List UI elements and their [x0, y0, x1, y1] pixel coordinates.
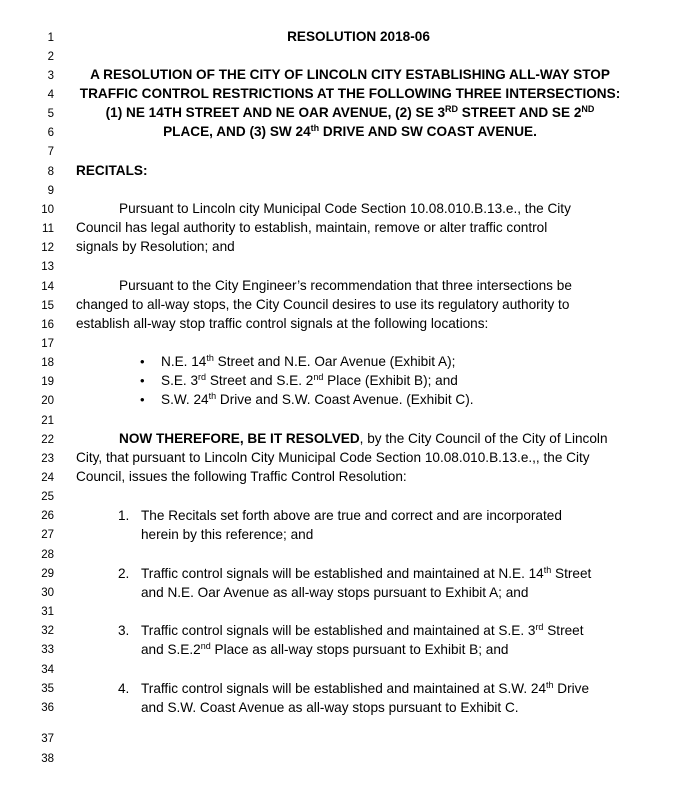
para1-line-2: Council has legal authority to establish, maintain, remove or alter traffic control — [76, 220, 548, 235]
resolved-line-1-rest: , by the City Council of the City of Lincoln — [359, 431, 608, 446]
resolved-bold: NOW THEREFORE, BE IT RESOLVED — [119, 431, 360, 446]
bullet-2-b: Street and S.E. 2 — [206, 373, 314, 388]
heading-line-3 — [76, 104, 624, 121]
line-number: 13 — [41, 261, 54, 273]
line-number: 30 — [41, 587, 54, 599]
line-number: 20 — [41, 395, 54, 407]
line-number: 5 — [47, 108, 54, 120]
para1-line-1: Pursuant to Lincoln city Municipal Code Section 10.08.010.B.13.e., the City — [119, 201, 571, 216]
item-4-line-1 — [141, 680, 589, 697]
item-2-line-2: and N.E. Oar Avenue as all-way stops pursuant to Exhibit A; and — [141, 585, 529, 600]
bullet-item-1 — [161, 353, 455, 370]
item-3-line-2-b: Place as all-way stops pursuant to Exhibit B; and — [210, 642, 509, 657]
bullet-3-b: Drive and S.W. Coast Avenue. (Exhibit C). — [216, 392, 474, 407]
item-3-line-2 — [141, 641, 508, 658]
bullet-3-sup: th — [208, 391, 217, 402]
bullet-2-sup: rd — [198, 372, 207, 383]
para2-line-3: establish all-way stop traffic control signals at the following locations: — [76, 316, 489, 331]
line-number: 7 — [47, 146, 54, 158]
line-number: 4 — [47, 89, 54, 101]
line-number: 24 — [41, 472, 54, 484]
item-2-line-1-a: Traffic control signals will be established and maintained at N.E. 14 — [141, 566, 544, 581]
line-number: 38 — [41, 753, 54, 765]
line-number: 27 — [41, 529, 54, 541]
bullet-1-a: N.E. 14 — [161, 354, 207, 369]
line-number: 8 — [47, 166, 54, 178]
item-3-line-1-b: Street — [543, 623, 584, 638]
bullet-1-sup: th — [206, 353, 214, 364]
line-number: 25 — [41, 491, 54, 503]
line-number: 10 — [41, 204, 54, 216]
para2-line-2: changed to all-way stops, the City Council desires to use its regulatory authority to — [76, 297, 570, 312]
line-number: 23 — [41, 453, 54, 465]
bullet-item-2 — [161, 372, 458, 389]
item-4-sup: th — [546, 680, 554, 691]
item-2-number: 2. — [118, 566, 130, 581]
item-4-line-1-a: Traffic control signals will be established and maintained at S.W. 24 — [141, 681, 547, 696]
heading-line-4-part-a: PLACE, AND (3) SW 24 — [163, 124, 311, 139]
bullet-icon: • — [140, 354, 145, 369]
item-4-line-1-b: Drive — [553, 681, 590, 696]
line-number: 19 — [41, 376, 54, 388]
item-2-sup: th — [543, 565, 552, 576]
heading-line-3-part-b: STREET AND SE 2 — [458, 105, 582, 120]
item-3-line-2-a: and S.E.2 — [141, 642, 201, 657]
bullet-icon: • — [140, 392, 145, 407]
bullet-1-b: Street and N.E. Oar Avenue (Exhibit A); — [213, 354, 456, 369]
line-number: 35 — [41, 683, 54, 695]
line-number: 15 — [41, 300, 54, 312]
recitals-label: RECITALS: — [76, 163, 148, 178]
line-number: 2 — [47, 51, 54, 63]
line-number: 14 — [41, 281, 54, 293]
line-number: 37 — [41, 733, 54, 745]
item-2-line-1-b: Street — [551, 566, 592, 581]
line-number: 29 — [41, 568, 54, 580]
line-number: 32 — [41, 625, 54, 637]
bullet-item-3 — [161, 391, 474, 408]
line-number: 1 — [47, 32, 54, 44]
item-3-line-1 — [141, 622, 584, 639]
line-number: 34 — [41, 664, 54, 676]
para2-line-1: Pursuant to the City Engineer’s recommendation that three intersections be — [119, 278, 572, 293]
line-number: 26 — [41, 510, 54, 522]
line-number: 18 — [41, 357, 54, 369]
page-title — [0, 28, 677, 45]
bullet-2-c: Place (Exhibit B); and — [323, 373, 458, 388]
line-number: 6 — [47, 127, 54, 139]
heading-line-1: A RESOLUTION OF THE CITY OF LINCOLN CITY ESTABLISHING ALL-WAY STOP — [90, 67, 610, 82]
line-number: 12 — [41, 242, 54, 254]
line-number: 28 — [41, 549, 54, 561]
item-3-sup: rd — [535, 622, 544, 633]
item-1-number: 1. — [118, 508, 130, 523]
line-number: 31 — [41, 606, 54, 618]
item-1-line-1: The Recitals set forth above are true and correct and are incorporated — [141, 508, 562, 523]
line-number: 9 — [47, 185, 54, 197]
bullet-2-sup2: nd — [313, 372, 324, 383]
heading-line-2: TRAFFIC CONTROL RESTRICTIONS AT THE FOLLOWING THREE INTERSECTIONS: — [79, 86, 621, 101]
line-number: 22 — [41, 434, 54, 446]
heading-line-4-sup: th — [310, 123, 320, 134]
bullet-3-a: S.W. 24 — [161, 392, 209, 407]
line-number: 11 — [42, 223, 54, 235]
resolved-line-1 — [119, 430, 608, 447]
heading-line-4 — [76, 123, 624, 140]
heading-line-3-sup-a: RD — [445, 104, 459, 115]
line-number: 36 — [41, 702, 54, 714]
line-number: 21 — [41, 415, 54, 427]
line-number: 17 — [41, 338, 54, 350]
item-3-line-1-a: Traffic control signals will be established and maintained at S.E. 3 — [141, 623, 536, 638]
resolved-line-2: City, that pursuant to Lincoln City Municipal Code Section 10.08.010.B.13.e.,, the City — [76, 450, 590, 465]
item-4-number: 4. — [118, 681, 130, 696]
title-text: RESOLUTION 2018-06 — [287, 29, 430, 44]
bullet-2-a: S.E. 3 — [161, 373, 199, 388]
item-1-line-2: herein by this reference; and — [141, 527, 314, 542]
line-number: 3 — [47, 70, 54, 82]
item-2-line-1 — [141, 565, 591, 582]
heading-line-3-part-a: (1) NE 14TH STREET AND NE OAR AVENUE, (2) SE 3 — [105, 105, 446, 120]
heading-line-3-sup-b: ND — [581, 104, 595, 115]
item-3-number: 3. — [118, 623, 130, 638]
para1-line-3: signals by Resolution; and — [76, 239, 235, 254]
resolved-line-3: Council, issues the following Traffic Control Resolution: — [76, 469, 407, 484]
line-number: 33 — [41, 644, 54, 656]
bullet-icon: • — [140, 373, 145, 388]
line-number: 16 — [41, 319, 54, 331]
item-4-line-2: and S.W. Coast Avenue as all-way stops pursuant to Exhibit C. — [141, 700, 519, 715]
item-3-sup-2: nd — [200, 641, 211, 652]
heading-line-4-part-b: DRIVE AND SW COAST AVENUE. — [319, 124, 537, 139]
